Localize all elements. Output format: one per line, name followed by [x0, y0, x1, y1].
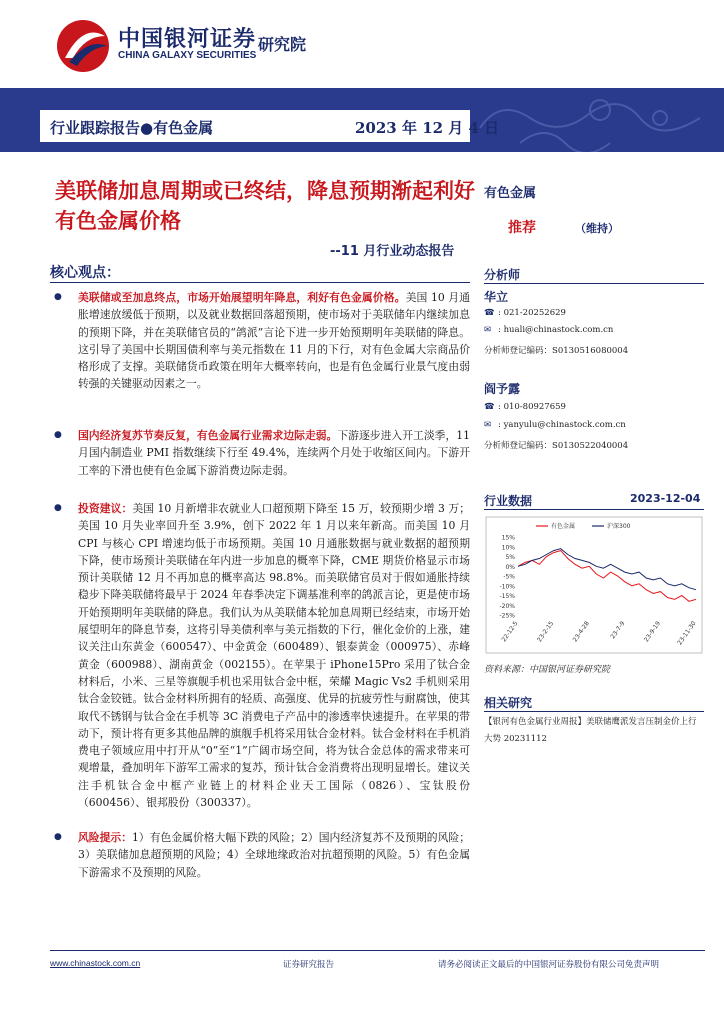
- legend-label: 沪深300: [607, 523, 631, 530]
- market-chart: [484, 515, 704, 655]
- y-tick-label: 15%: [501, 534, 515, 542]
- email-icon: ✉: [484, 325, 492, 335]
- bullet-icon: ●: [54, 832, 62, 842]
- email-icon: ✉: [484, 420, 492, 430]
- y-tick-label: 10%: [501, 544, 515, 552]
- company-logo: [55, 18, 111, 74]
- paragraph-text: 美国 10 月新增非农就业人口超预期下降至 15 万，较预期少增 3 万；美国 10 月失业率回升至 3.9%，创下 2022 年 1 月以来年新高。而美国 10 月 CPI 与核心 CPI 增速均低于市场预期。美国 10 月通胀数据与就业数据的超预期下降，使市场预计美联储在年内进一步加息的概率下降，CME 期货价格显示市场预计美联储 12 月不再加息的概率高达 98.8%。而美联储官员对于假如通胀持续稳步下降美联储将最早于 2024 年春季决定下调基准利率的鸽派言论，更是使市场开始预期明年美联储的降息。我们认为从美联储本轮加息周期已经结束，市场开始展望明年的降息节奏，这将引导美债利率与美元指数的下行，催化金价的上涨，建议关注山东黄金（600547）、中金黄金（600489）、银泰黄金（000975）、赤峰黄金（600988）、湖南黄金（002155）。在苹果于 iPhone15Pro 采用了钛合金材料后，小米、三星等旗舰手机也采用钛合金中框，荣耀 Magic Vs2 手机则采用钛合金铰链。钛合金材料所拥有的轻质、高强度、优异的抗疲劳性与耐腐蚀，使其取代不锈钢与钛合金在手机等 3C 消费电子产品中的渗透率快速提升。在苹果的带动下，预计将有更多其他品牌的旗舰手机将采用钛合金材料。钛合金材料在手机消费电子领域应用中打开从“0”至“1”广阔市场空间，将为钛合金总体的需求带来可观增量，叠加明年下游军工需求的复苏，预计钛合金消费将出现明显增长。建议关注手机钛合金中框产业链上的材料企业天工国际（0826）、宝钛股份（600456）、银邦股份（300337）。: [78, 502, 470, 810]
- analyst-name: 阎予露: [484, 382, 521, 396]
- series-line: [518, 551, 696, 602]
- bullet-icon: ●: [54, 292, 62, 302]
- related-heading: 相关研究: [484, 696, 533, 710]
- analyst-name: 华立: [484, 290, 509, 304]
- y-tick-label: 5%: [505, 554, 515, 561]
- series-line: [518, 549, 696, 590]
- analyst-email[interactable]: ✉ : huali@chinastock.com.cn: [484, 325, 614, 335]
- paragraph-3: [78, 500, 470, 811]
- report-date: 2023 年 12 月 4 日: [355, 119, 500, 137]
- paragraph-lead: 美联储或至加息终点，市场开始展望明年降息，利好有色金属价格。: [78, 291, 406, 304]
- phone-icon: ☎: [484, 308, 495, 318]
- bullet-icon: ●: [54, 503, 62, 513]
- report-type: 行业跟踪报告●有色金属: [50, 119, 214, 137]
- y-tick-label: -10%: [499, 583, 515, 591]
- x-tick-label: 23-4-28: [571, 620, 591, 644]
- report-title: 美联储加息周期或已终结，降息预期渐起利好有色金属价格: [55, 179, 475, 233]
- y-tick-label: -15%: [499, 593, 515, 600]
- paragraph-lead: 风险提示：: [78, 831, 133, 844]
- logo-en-text: CHINA GALAXY SECURITIES: [118, 50, 257, 61]
- legend-label: 有色金属: [551, 523, 576, 530]
- market-data-heading: 行业数据: [484, 494, 533, 508]
- report-subtitle: --11 月行业动态报告: [330, 244, 455, 259]
- x-tick-label: 23-11-30: [676, 620, 698, 647]
- divider: [484, 711, 704, 712]
- analyst-cert: 分析师登记编码：S0130522040004: [484, 441, 629, 451]
- institute-label: 研究院: [258, 35, 307, 54]
- rating-note: （维持）: [575, 222, 619, 235]
- y-tick-label: -25%: [499, 612, 515, 620]
- sector-label: 有色金属: [484, 186, 537, 201]
- footer-divider: [50, 950, 705, 951]
- footer-disclaimer: 请务必阅读正文最后的中国银河证券股份有限公司免责声明: [438, 960, 660, 970]
- rating-label: 推荐: [508, 220, 536, 236]
- analyst-phone: ☎ : 021-20252629: [484, 308, 566, 318]
- paragraph-4: [78, 829, 470, 881]
- y-tick-label: -20%: [499, 602, 515, 610]
- phone-icon: ☎: [484, 402, 495, 412]
- market-data-date: 2023-12-04: [630, 492, 701, 505]
- y-tick-label: -5%: [503, 573, 515, 581]
- paragraph-text: 美国 10 月通胀增速放缓低于预期，以及就业数据回落超预期，使市场对于美联储年内继续加息的预期下降，并在美联储官员的“鸽派”言论下进一步开始预期明年美联储的降息。这引导了美国中长期国债利率与美元指数在 11 月的下行，对有色金属大宗商品价格形成了支撑。美联储货币政策在明年大概率转向，也是有色金属行业景气度由弱转强的关键驱动因素之一。: [78, 291, 470, 391]
- paragraph-text: 1）有色金属价格大幅下跌的风险；2）国内经济复苏不及预期的风险；3）美联储加息超预期的风险；4）全球地缘政治对抗超预期的风险。5）有色金属下游需求不及预期的风险。: [78, 831, 470, 879]
- footer-center: 证券研究报告: [283, 960, 335, 970]
- x-tick-label: 23-2-15: [536, 620, 556, 644]
- chart-frame: [486, 517, 702, 653]
- divider: [484, 509, 704, 510]
- x-tick-label: 22-12-5: [500, 620, 520, 644]
- paragraph-lead: 投资建议：: [78, 502, 133, 515]
- analyst-email[interactable]: ✉ : yanyulu@chinastock.com.cn: [484, 420, 626, 430]
- paragraph-lead: 国内经济复苏节奏反复，有色金属行业需求边际走弱。: [78, 429, 338, 442]
- footer-website-link[interactable]: www.chinastock.com.cn: [50, 958, 141, 968]
- x-tick-label: 23-7-9: [609, 620, 627, 641]
- analyst-cert: 分析师登记编码：S0130516080004: [484, 346, 629, 356]
- paragraph-text: 下游逐步进入开工淡季，11 月国内制造业 PMI 指数继续下行至 49.4%，连续两个月处于收缩区间内。下游开工率的下滑也使有色金属下游消费边际走弱。: [78, 429, 470, 477]
- chart-source: 资料来源：中国银河证券研究院: [484, 665, 611, 675]
- paragraph-2: [78, 427, 470, 479]
- divider: [484, 283, 704, 284]
- x-tick-label: 23-9-19: [642, 620, 663, 644]
- analyst-heading: 分析师: [484, 268, 521, 282]
- core-view-heading: 核心观点：: [50, 265, 120, 281]
- logo-cn-text: 中国银河证券: [118, 27, 257, 52]
- bullet-icon: ●: [54, 430, 62, 440]
- analyst-phone: ☎ : 010-80927659: [484, 402, 566, 412]
- y-tick-label: 0%: [505, 563, 515, 571]
- divider: [50, 282, 470, 283]
- paragraph-1: [78, 289, 470, 393]
- related-research-text[interactable]: 【银河有色金属行业周报】美联储鹰派发言压制金价上行大势 20231112: [484, 717, 697, 744]
